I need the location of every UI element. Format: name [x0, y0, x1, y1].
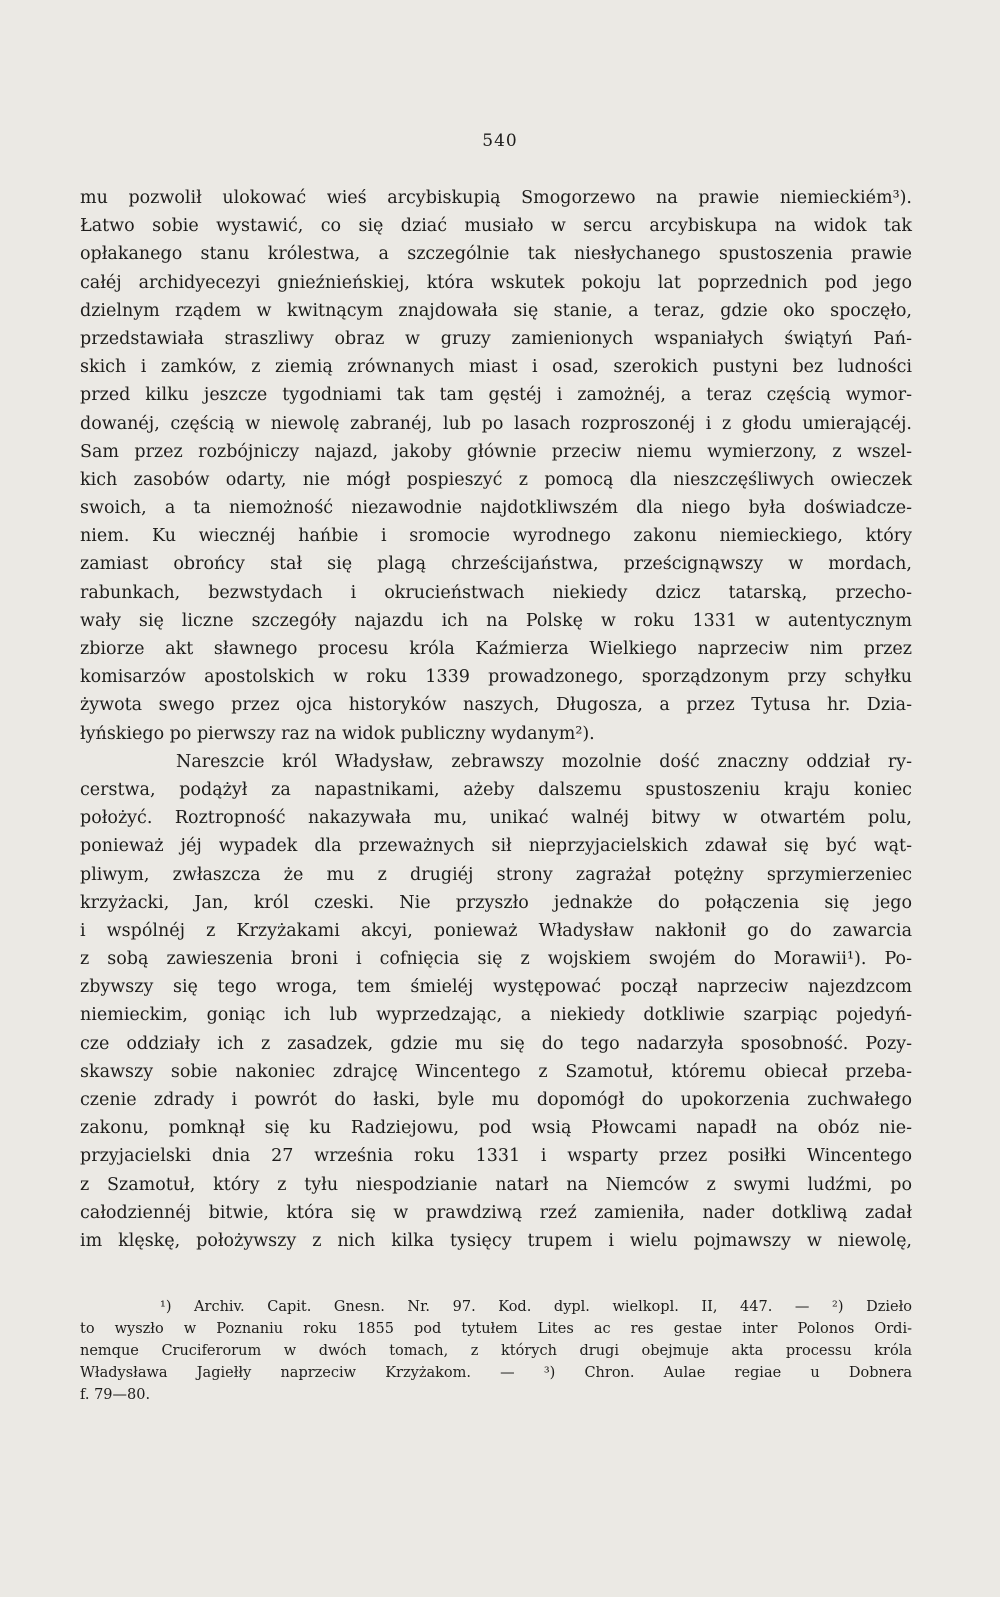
text-line: z sobą zawieszenia broni i cofnięcia się z wojskiem swojém do Morawii¹). Po-	[80, 949, 912, 970]
footnote-line: to wyszło w Poznaniu roku 1855 pod tytułem Lites ac res gestae inter Polonos Ordi-	[80, 1321, 912, 1337]
text-line: kich zasobów odarty, nie mógł pospieszyć z pomocą dla nieszczęśliwych owieczek	[80, 469, 912, 490]
footnote-line: Władysława Jagiełły naprzeciw Krzyżakom. — ³) Chron. Aulae regiae u Dobnera	[80, 1365, 912, 1381]
text-line: Nareszcie król Władysław, zebrawszy mozolnie dość znaczny oddział ry-	[176, 751, 912, 772]
text-line: przedstawiała straszliwy obraz w gruzy zamienionych wspaniałych świątyń Pań-	[80, 328, 912, 349]
text-line: zamiast obrońcy stał się plagą chrześcijaństwa, prześcignąwszy w mordach,	[80, 554, 912, 575]
text-line: Łatwo sobie wystawić, co się dziać musiało w sercu arcybiskupa na widok tak	[80, 216, 912, 237]
text-line: dzielnym rządem w kwitnącym znajdowała się stanie, a teraz, gdzie oko spoczęło,	[80, 300, 912, 321]
text-line: mu pozwolił ulokować wieś arcybiskupią Smogorzewo na prawie niemieckiém³).	[80, 188, 912, 208]
text-line: im klęskę, położywszy z nich kilka tysięcy trupem i wielu pojmawszy w niewolę,	[80, 1230, 912, 1251]
footnote-line: nemque Cruciferorum w dwóch tomach, z których drugi obejmuje akta processu króla	[80, 1343, 912, 1359]
footnote-line: f. 79—80.	[80, 1387, 151, 1403]
text-line: łyńskiego po pierwszy raz na widok publiczny wydanym²).	[80, 723, 595, 744]
text-line: swoich, a ta niemożność niezawodnie najdotkliwszém dla niego była doświadcze-	[80, 498, 912, 519]
text-line: ponieważ jéj wypadek dla przeważnych sił nieprzyjacielskich zdawał się być wąt-	[80, 836, 912, 857]
text-line: Sam przez rozbójniczy najazd, jakoby głównie przeciw niemu wymierzony, z wszel-	[80, 441, 912, 462]
text-line: położyć. Roztropność nakazywała mu, unikać walnéj bitwy w otwartém polu,	[80, 808, 912, 829]
text-line: komisarzów apostolskich w roku 1339 prowadzonego, sporządzonym przy schyłku	[80, 667, 912, 688]
text-line: pliwym, zwłaszcza że mu z drugiéj strony zagrażał potężny sprzymierzeniec	[80, 864, 912, 885]
text-line: przyjacielski dnia 27 września roku 1331 i wsparty przez posiłki Wincentego	[80, 1146, 912, 1167]
text-line: cerstwa, podążył za napastnikami, ażeby dalszemu spustoszeniu kraju koniec	[80, 779, 912, 800]
text-line: całodziennéj bitwie, która się w prawdziwą rzeź zamieniła, nader dotkliwą zadał	[80, 1202, 912, 1223]
text-line: dowanéj, częścią w niewolę zabranéj, lub po lasach rozproszonéj i z głodu umierającéj.	[80, 413, 912, 434]
footnotes	[80, 1296, 912, 1406]
page-number: 540	[482, 131, 518, 151]
text-line: z Szamotuł, który z tyłu niespodzianie natarł na Niemców z swymi ludźmi, po	[80, 1174, 912, 1195]
text-line: niem. Ku wiecznéj hańbie i sromocie wyrodnego zakonu niemieckiego, który	[80, 526, 912, 547]
text-line: opłakanego stanu królestwa, a szczególnie tak niesłychanego spustoszenia prawie	[80, 244, 912, 265]
text-line: zbywszy się tego wroga, tem śmieléj występować począł naprzeciw najezdzcom	[80, 977, 912, 998]
text-line: całéj archidyecezyi gnieźnieńskiej, która wskutek pokoju lat poprzednich pod jego	[80, 272, 912, 293]
text-line: krzyżacki, Jan, król czeski. Nie przyszło jednakże do połączenia się jego	[80, 892, 912, 913]
text-line: zakonu, pomknął się ku Radziejowu, pod wsią Płowcami napadł na obóz nie-	[80, 1118, 912, 1139]
text-line: czenie zdrady i powrót do łaski, byle mu dopomógł do upokorzenia zuchwałego	[80, 1090, 912, 1110]
text-line: skich i zamków, z ziemią zrównanych miast i osad, szerokich pustyni bez ludności	[80, 357, 912, 378]
text-line: cze oddziały ich z zasadzek, gdzie mu się do tego nadarzyła sposobność. Pozy-	[80, 1033, 912, 1054]
body-text	[80, 184, 912, 1255]
text-line: wały się liczne szczegóły najazdu ich na Polskę w roku 1331 w autentycznym	[80, 610, 912, 631]
text-line: niemieckim, goniąc ich lub wyprzedzając, a niekiedy dotkliwie szarpiąc pojedyń-	[80, 1005, 912, 1026]
footnote-line: ¹) Archiv. Capit. Gnesn. Nr. 97. Kod. dypl. wielkopl. II, 447. — ²) Dzieło	[160, 1299, 912, 1315]
text-line: i wspólnéj z Krzyżakami akcyi, ponieważ Władysław nakłonił go do zawarcia	[80, 920, 912, 941]
text-line: rabunkach, bezwstydach i okrucieństwach niekiedy dzicz tatarską, przecho-	[80, 582, 912, 603]
text-line: żywota swego przez ojca historyków naszych, Długosza, a przez Tytusa hr. Dzia-	[80, 695, 912, 716]
text-line: przed kilku jeszcze tygodniami tak tam gęstéj i zamożnéj, a teraz częścią wymor-	[80, 385, 912, 406]
text-line: skawszy sobie nakoniec zdrajcę Wincentego z Szamotuł, któremu obiecał przeba-	[80, 1061, 912, 1082]
text-line: zbiorze akt sławnego procesu króla Kaźmierza Wielkiego naprzeciw nim przez	[80, 639, 912, 659]
